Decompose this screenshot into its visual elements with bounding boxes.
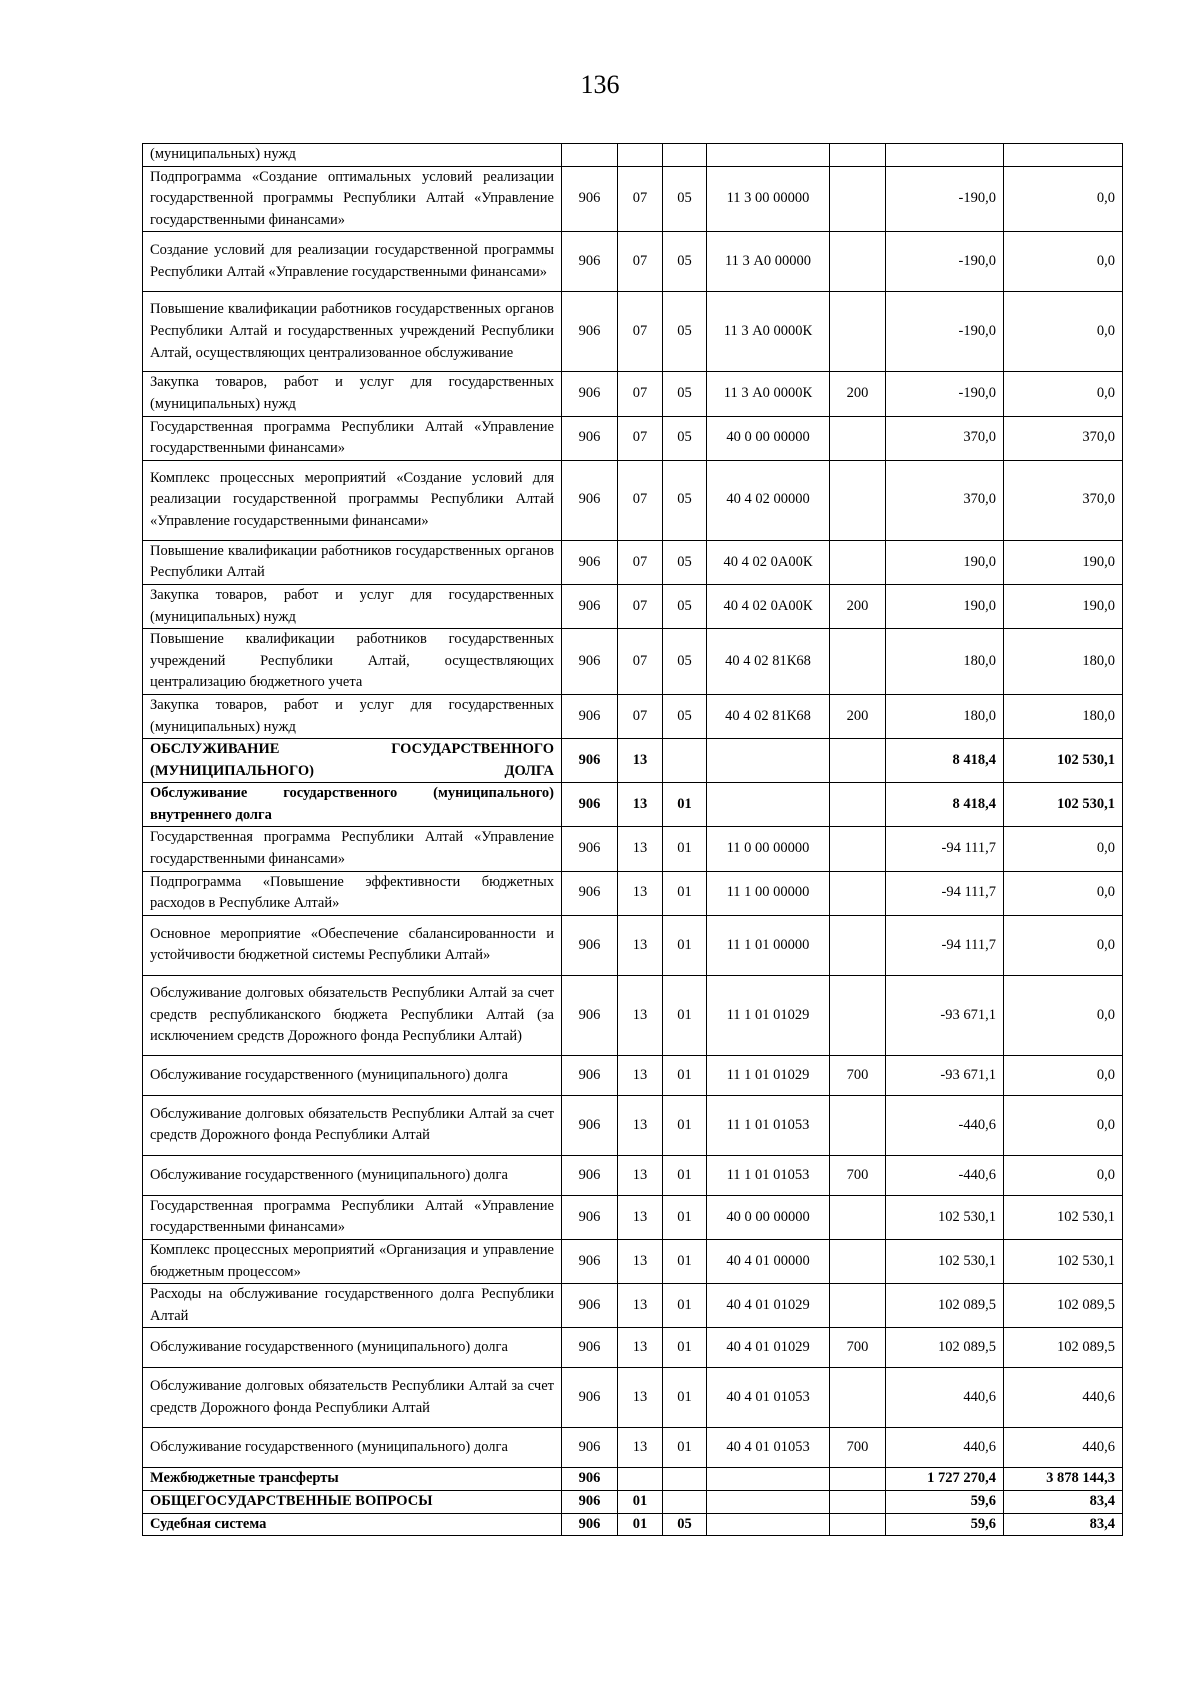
amount-cell-2: 0,0 — [1004, 827, 1123, 871]
expense-type-cell — [830, 739, 886, 783]
row-name-cell: Комплекс процессных мероприятий «Организация и управление бюджетным процессом» — [143, 1240, 562, 1284]
row-name-cell: Судебная система — [143, 1513, 562, 1536]
target-article-cell: 11 3 А0 0000К — [707, 292, 830, 372]
amount-cell-2: 0,0 — [1004, 372, 1123, 416]
amount-cell-1: -440,6 — [886, 1095, 1004, 1155]
amount-cell-2: 370,0 — [1004, 416, 1123, 460]
subsection-code-cell: 01 — [663, 1095, 707, 1155]
expense-type-cell — [830, 1468, 886, 1491]
table-row — [143, 827, 1123, 871]
amount-cell-2: 102 089,5 — [1004, 1284, 1123, 1328]
table-row — [143, 915, 1123, 975]
table-row — [143, 1428, 1123, 1468]
row-name-cell: ОБЩЕГОСУДАРСТВЕННЫЕ ВОПРОСЫ — [143, 1491, 562, 1514]
table-row — [143, 1155, 1123, 1195]
row-name-cell: Подпрограмма «Повышение эффективности бюджетных расходов в Республике Алтай» — [143, 871, 562, 915]
amount-cell-2: 102 530,1 — [1004, 1195, 1123, 1239]
section-code-cell: 01 — [618, 1491, 663, 1514]
expense-type-cell: 700 — [830, 1328, 886, 1368]
grbs-code-cell: 906 — [562, 372, 618, 416]
target-article-cell: 11 3 А0 00000 — [707, 232, 830, 292]
row-name-cell: Создание условий для реализации государственной программы Республики Алтай «Управление государственными финансами» — [143, 232, 562, 292]
table-row — [143, 1240, 1123, 1284]
amount-cell-1: 59,6 — [886, 1513, 1004, 1536]
subsection-code-cell — [663, 1468, 707, 1491]
target-article-cell: 40 4 02 81К68 — [707, 629, 830, 695]
amount-cell-1: 59,6 — [886, 1491, 1004, 1514]
section-code-cell: 07 — [618, 232, 663, 292]
expense-type-cell — [830, 540, 886, 584]
amount-cell-2: 0,0 — [1004, 1155, 1123, 1195]
subsection-code-cell — [663, 739, 707, 783]
subsection-code-cell: 05 — [663, 372, 707, 416]
amount-cell-1: 370,0 — [886, 460, 1004, 540]
subsection-code-cell: 05 — [663, 540, 707, 584]
amount-cell-2: 83,4 — [1004, 1491, 1123, 1514]
amount-cell-1: 370,0 — [886, 416, 1004, 460]
section-code-cell: 13 — [618, 1328, 663, 1368]
grbs-code-cell: 906 — [562, 232, 618, 292]
table-row — [143, 1284, 1123, 1328]
amount-cell-2: 0,0 — [1004, 915, 1123, 975]
target-article-cell: 11 1 01 00000 — [707, 915, 830, 975]
row-name-cell: Государственная программа Республики Алтай «Управление государственными финансами» — [143, 1195, 562, 1239]
subsection-code-cell: 05 — [663, 584, 707, 628]
grbs-code-cell: 906 — [562, 1328, 618, 1368]
row-name-cell: Обслуживание долговых обязательств Республики Алтай за счет средств Дорожного фонда Республики Алтай — [143, 1368, 562, 1428]
table-row — [143, 1328, 1123, 1368]
table-row — [143, 416, 1123, 460]
grbs-code-cell: 906 — [562, 1513, 618, 1536]
expense-type-cell — [830, 144, 886, 167]
grbs-code-cell: 906 — [562, 1368, 618, 1428]
table-row — [143, 975, 1123, 1055]
grbs-code-cell: 906 — [562, 1428, 618, 1468]
amount-cell-1: -190,0 — [886, 232, 1004, 292]
subsection-code-cell: 05 — [663, 460, 707, 540]
target-article-cell — [707, 783, 830, 827]
expense-type-cell — [830, 1095, 886, 1155]
section-code-cell: 13 — [618, 871, 663, 915]
section-code-cell: 13 — [618, 739, 663, 783]
row-name-cell: Обслуживание государственного (муниципального) долга — [143, 1328, 562, 1368]
row-name-cell: Обслуживание государственного (муниципального) долга — [143, 1155, 562, 1195]
section-code-cell: 07 — [618, 416, 663, 460]
table-row — [143, 292, 1123, 372]
target-article-cell: 40 4 02 0А00К — [707, 540, 830, 584]
target-article-cell: 11 3 А0 0000К — [707, 372, 830, 416]
table-row — [143, 584, 1123, 628]
amount-cell-1: 180,0 — [886, 629, 1004, 695]
amount-cell-1: 102 089,5 — [886, 1284, 1004, 1328]
expense-type-cell — [830, 1491, 886, 1514]
expense-type-cell: 700 — [830, 1428, 886, 1468]
subsection-code-cell: 05 — [663, 1513, 707, 1536]
target-article-cell: 40 4 02 81К68 — [707, 694, 830, 738]
amount-cell-2: 3 878 144,3 — [1004, 1468, 1123, 1491]
table-row — [143, 1491, 1123, 1514]
amount-cell-2: 190,0 — [1004, 540, 1123, 584]
table-row — [143, 871, 1123, 915]
grbs-code-cell: 906 — [562, 292, 618, 372]
section-code-cell: 13 — [618, 1284, 663, 1328]
target-article-cell — [707, 1468, 830, 1491]
subsection-code-cell: 05 — [663, 629, 707, 695]
row-name-cell: ОБСЛУЖИВАНИЕ ГОСУДАРСТВЕННОГО (МУНИЦИПАЛЬНОГО) ДОЛГА — [143, 739, 562, 783]
row-name-cell: Подпрограмма «Создание оптимальных условий реализации государственной программы Республики Алтай «Управление государственными финансами» — [143, 166, 562, 232]
table-row — [143, 372, 1123, 416]
section-code-cell: 13 — [618, 783, 663, 827]
row-name-cell: Расходы на обслуживание государственного долга Республики Алтай — [143, 1284, 562, 1328]
amount-cell-1: 180,0 — [886, 694, 1004, 738]
expense-type-cell — [830, 460, 886, 540]
row-name-cell: Комплекс процессных мероприятий «Создание условий для реализации государственной программы Республики Алтай «Управление государственными финансами» — [143, 460, 562, 540]
target-article-cell: 40 4 02 00000 — [707, 460, 830, 540]
section-code-cell: 13 — [618, 1240, 663, 1284]
row-name-cell: Повышение квалификации работников государственных учреждений Республики Алтай, осуществляющих централизацию бюджетного учета — [143, 629, 562, 695]
amount-cell-1: -190,0 — [886, 292, 1004, 372]
amount-cell-2 — [1004, 144, 1123, 167]
table-row — [143, 460, 1123, 540]
expense-type-cell — [830, 1513, 886, 1536]
expense-type-cell: 700 — [830, 1155, 886, 1195]
amount-cell-2: 0,0 — [1004, 232, 1123, 292]
expense-type-cell — [830, 871, 886, 915]
amount-cell-2: 83,4 — [1004, 1513, 1123, 1536]
grbs-code-cell: 906 — [562, 584, 618, 628]
section-code-cell: 13 — [618, 1428, 663, 1468]
section-code-cell: 13 — [618, 1095, 663, 1155]
target-article-cell: 40 4 01 01053 — [707, 1368, 830, 1428]
row-name-cell: Повышение квалификации работников государственных органов Республики Алтай — [143, 540, 562, 584]
target-article-cell: 40 0 00 00000 — [707, 416, 830, 460]
section-code-cell: 07 — [618, 694, 663, 738]
subsection-code-cell: 01 — [663, 1155, 707, 1195]
expense-type-cell: 200 — [830, 584, 886, 628]
amount-cell-1: 8 418,4 — [886, 783, 1004, 827]
target-article-cell: 11 1 01 01053 — [707, 1155, 830, 1195]
target-article-cell: 11 1 00 00000 — [707, 871, 830, 915]
row-name-cell: Обслуживание государственного (муниципального) долга — [143, 1055, 562, 1095]
row-name-cell: Закупка товаров, работ и услуг для государственных (муниципальных) нужд — [143, 372, 562, 416]
expense-type-cell — [830, 1368, 886, 1428]
grbs-code-cell: 906 — [562, 1155, 618, 1195]
section-code-cell: 07 — [618, 584, 663, 628]
amount-cell-1: 190,0 — [886, 540, 1004, 584]
amount-cell-1: 440,6 — [886, 1428, 1004, 1468]
budget-table — [142, 143, 1123, 1536]
target-article-cell: 11 0 00 00000 — [707, 827, 830, 871]
target-article-cell — [707, 144, 830, 167]
page-number: 136 — [580, 70, 620, 99]
grbs-code-cell: 906 — [562, 1240, 618, 1284]
target-article-cell: 11 1 01 01029 — [707, 975, 830, 1055]
grbs-code-cell: 906 — [562, 629, 618, 695]
amount-cell-1: 102 530,1 — [886, 1240, 1004, 1284]
grbs-code-cell: 906 — [562, 827, 618, 871]
section-code-cell: 07 — [618, 460, 663, 540]
subsection-code-cell: 01 — [663, 1284, 707, 1328]
section-code-cell: 13 — [618, 915, 663, 975]
amount-cell-2: 190,0 — [1004, 584, 1123, 628]
row-name-cell: Межбюджетные трансферты — [143, 1468, 562, 1491]
grbs-code-cell: 906 — [562, 783, 618, 827]
expense-type-cell — [830, 1284, 886, 1328]
amount-cell-2: 370,0 — [1004, 460, 1123, 540]
section-code-cell: 07 — [618, 540, 663, 584]
section-code-cell: 13 — [618, 1155, 663, 1195]
amount-cell-1: 1 727 270,4 — [886, 1468, 1004, 1491]
section-code-cell: 01 — [618, 1513, 663, 1536]
subsection-code-cell: 05 — [663, 694, 707, 738]
subsection-code-cell: 05 — [663, 166, 707, 232]
subsection-code-cell: 01 — [663, 827, 707, 871]
target-article-cell: 40 4 01 01053 — [707, 1428, 830, 1468]
grbs-code-cell: 906 — [562, 166, 618, 232]
target-article-cell: 11 1 01 01029 — [707, 1055, 830, 1095]
row-name-cell: Повышение квалификации работников государственных органов Республики Алтай и государственных учреждений Республики Алтай, осуществляющих централизованное обслуживание — [143, 292, 562, 372]
expense-type-cell: 700 — [830, 1055, 886, 1095]
section-code-cell — [618, 144, 663, 167]
expense-type-cell — [830, 629, 886, 695]
row-name-cell: Обслуживание долговых обязательств Республики Алтай за счет средств республиканского бюджета Республики Алтай (за исключением средств Дорожного фонда Республики Алтай) — [143, 975, 562, 1055]
subsection-code-cell: 01 — [663, 871, 707, 915]
subsection-code-cell: 01 — [663, 975, 707, 1055]
amount-cell-1: 102 530,1 — [886, 1195, 1004, 1239]
section-code-cell — [618, 1468, 663, 1491]
grbs-code-cell: 906 — [562, 694, 618, 738]
subsection-code-cell: 01 — [663, 1328, 707, 1368]
subsection-code-cell: 01 — [663, 1055, 707, 1095]
subsection-code-cell: 05 — [663, 416, 707, 460]
section-code-cell: 13 — [618, 827, 663, 871]
amount-cell-1: -94 111,7 — [886, 915, 1004, 975]
target-article-cell: 40 4 01 01029 — [707, 1328, 830, 1368]
grbs-code-cell: 906 — [562, 1284, 618, 1328]
target-article-cell: 11 1 01 01053 — [707, 1095, 830, 1155]
target-article-cell — [707, 739, 830, 783]
table-row — [143, 1368, 1123, 1428]
target-article-cell: 11 3 00 00000 — [707, 166, 830, 232]
section-code-cell: 13 — [618, 1368, 663, 1428]
expense-type-cell — [830, 166, 886, 232]
amount-cell-1: -190,0 — [886, 166, 1004, 232]
section-code-cell: 13 — [618, 1055, 663, 1095]
target-article-cell: 40 0 00 00000 — [707, 1195, 830, 1239]
grbs-code-cell: 906 — [562, 975, 618, 1055]
section-code-cell: 07 — [618, 166, 663, 232]
row-name-cell: Обслуживание государственного (муниципального) долга — [143, 1428, 562, 1468]
subsection-code-cell: 01 — [663, 1428, 707, 1468]
amount-cell-1 — [886, 144, 1004, 167]
amount-cell-2: 0,0 — [1004, 166, 1123, 232]
subsection-code-cell: 01 — [663, 1240, 707, 1284]
expense-type-cell: 200 — [830, 372, 886, 416]
expense-type-cell — [830, 783, 886, 827]
amount-cell-2: 102 530,1 — [1004, 739, 1123, 783]
amount-cell-1: -94 111,7 — [886, 827, 1004, 871]
amount-cell-2: 440,6 — [1004, 1368, 1123, 1428]
table-row — [143, 629, 1123, 695]
subsection-code-cell: 01 — [663, 1368, 707, 1428]
table-row — [143, 1195, 1123, 1239]
table-row — [143, 166, 1123, 232]
amount-cell-2: 0,0 — [1004, 1095, 1123, 1155]
row-name-cell: Государственная программа Республики Алтай «Управление государственными финансами» — [143, 416, 562, 460]
expense-type-cell — [830, 292, 886, 372]
subsection-code-cell: 05 — [663, 292, 707, 372]
expense-type-cell — [830, 1240, 886, 1284]
expense-type-cell — [830, 975, 886, 1055]
amount-cell-1: 102 089,5 — [886, 1328, 1004, 1368]
amount-cell-1: -440,6 — [886, 1155, 1004, 1195]
subsection-code-cell: 01 — [663, 783, 707, 827]
target-article-cell — [707, 1513, 830, 1536]
row-name-cell: Государственная программа Республики Алтай «Управление государственными финансами» — [143, 827, 562, 871]
target-article-cell — [707, 1491, 830, 1514]
grbs-code-cell: 906 — [562, 460, 618, 540]
row-name-cell: (муниципальных) нужд — [143, 144, 562, 167]
subsection-code-cell: 05 — [663, 232, 707, 292]
expense-type-cell: 200 — [830, 694, 886, 738]
grbs-code-cell: 906 — [562, 1095, 618, 1155]
grbs-code-cell: 906 — [562, 1491, 618, 1514]
table-body — [143, 144, 1123, 1536]
section-code-cell: 07 — [618, 372, 663, 416]
expense-type-cell — [830, 827, 886, 871]
grbs-code-cell: 906 — [562, 1468, 618, 1491]
section-code-cell: 07 — [618, 292, 663, 372]
row-name-cell: Обслуживание долговых обязательств Республики Алтай за счет средств Дорожного фонда Республики Алтай — [143, 1095, 562, 1155]
table-row — [143, 1095, 1123, 1155]
amount-cell-2: 0,0 — [1004, 975, 1123, 1055]
section-code-cell: 07 — [618, 629, 663, 695]
amount-cell-1: -93 671,1 — [886, 975, 1004, 1055]
subsection-code-cell: 01 — [663, 1195, 707, 1239]
section-code-cell: 13 — [618, 1195, 663, 1239]
amount-cell-2: 102 530,1 — [1004, 1240, 1123, 1284]
amount-cell-1: -94 111,7 — [886, 871, 1004, 915]
amount-cell-2: 0,0 — [1004, 871, 1123, 915]
table-row — [143, 739, 1123, 783]
table-row — [143, 1055, 1123, 1095]
table-row — [143, 783, 1123, 827]
row-name-cell: Закупка товаров, работ и услуг для государственных (муниципальных) нужд — [143, 584, 562, 628]
amount-cell-2: 180,0 — [1004, 694, 1123, 738]
subsection-code-cell — [663, 144, 707, 167]
target-article-cell: 40 4 02 0А00К — [707, 584, 830, 628]
table-row — [143, 694, 1123, 738]
target-article-cell: 40 4 01 00000 — [707, 1240, 830, 1284]
table-row — [143, 144, 1123, 167]
grbs-code-cell: 906 — [562, 871, 618, 915]
amount-cell-1: 190,0 — [886, 584, 1004, 628]
grbs-code-cell: 906 — [562, 416, 618, 460]
table-row — [143, 232, 1123, 292]
table-row — [143, 540, 1123, 584]
amount-cell-1: 8 418,4 — [886, 739, 1004, 783]
expense-type-cell — [830, 915, 886, 975]
amount-cell-2: 102 530,1 — [1004, 783, 1123, 827]
grbs-code-cell: 906 — [562, 540, 618, 584]
subsection-code-cell — [663, 1491, 707, 1514]
target-article-cell: 40 4 01 01029 — [707, 1284, 830, 1328]
expense-type-cell — [830, 416, 886, 460]
section-code-cell: 13 — [618, 975, 663, 1055]
row-name-cell: Основное мероприятие «Обеспечение сбалансированности и устойчивости бюджетной системы Республики Алтай» — [143, 915, 562, 975]
amount-cell-1: -93 671,1 — [886, 1055, 1004, 1095]
row-name-cell: Обслуживание государственного (муниципального) внутреннего долга — [143, 783, 562, 827]
grbs-code-cell — [562, 144, 618, 167]
table-row — [143, 1513, 1123, 1536]
amount-cell-1: -190,0 — [886, 372, 1004, 416]
amount-cell-2: 0,0 — [1004, 1055, 1123, 1095]
subsection-code-cell: 01 — [663, 915, 707, 975]
expense-type-cell — [830, 232, 886, 292]
amount-cell-2: 440,6 — [1004, 1428, 1123, 1468]
grbs-code-cell: 906 — [562, 1055, 618, 1095]
amount-cell-1: 440,6 — [886, 1368, 1004, 1428]
expense-type-cell — [830, 1195, 886, 1239]
grbs-code-cell: 906 — [562, 739, 618, 783]
grbs-code-cell: 906 — [562, 1195, 618, 1239]
table-row — [143, 1468, 1123, 1491]
amount-cell-2: 0,0 — [1004, 292, 1123, 372]
amount-cell-2: 180,0 — [1004, 629, 1123, 695]
row-name-cell: Закупка товаров, работ и услуг для государственных (муниципальных) нужд — [143, 694, 562, 738]
grbs-code-cell: 906 — [562, 915, 618, 975]
amount-cell-2: 102 089,5 — [1004, 1328, 1123, 1368]
